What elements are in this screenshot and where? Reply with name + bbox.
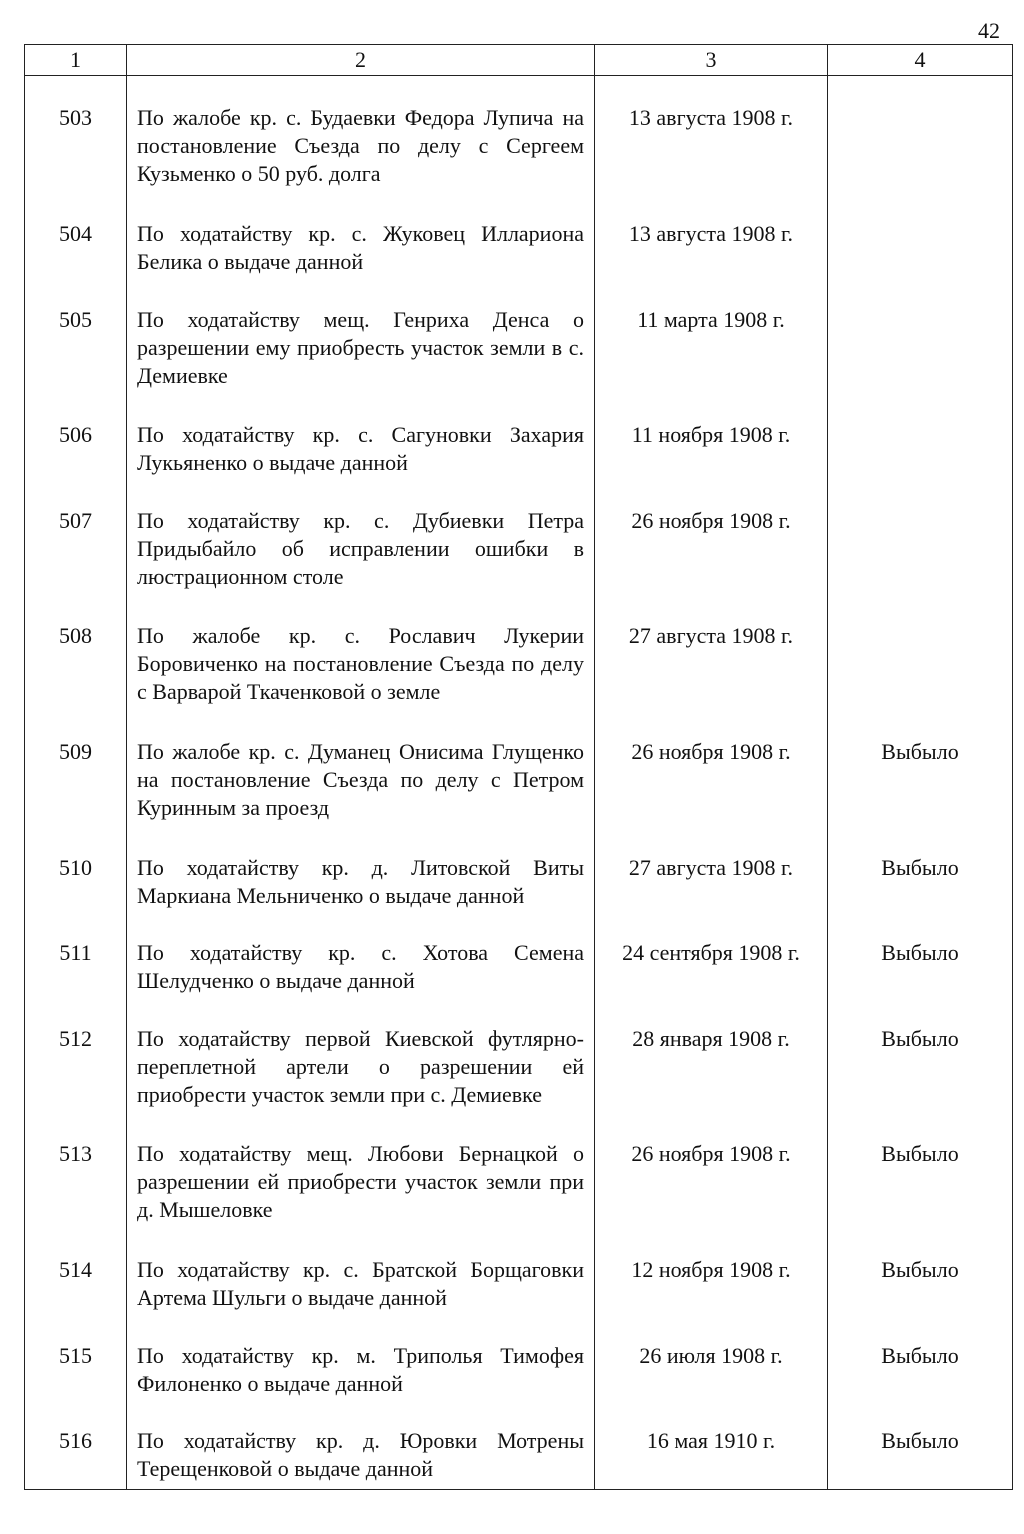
entry-description-cell: [127, 1232, 595, 1318]
entry-number: 509: [59, 738, 92, 764]
entry-description: По ходатайству кр. с. Хотова Семена Шелудченко о выдаче данной: [137, 940, 584, 994]
entry-date-cell: [595, 1403, 828, 1489]
entry-note-cell: [828, 1116, 1013, 1232]
entry-date: 13 августа 1908 г.: [628, 220, 794, 246]
entry-description: По ходатайству кр. д. Литовской Виты Маркиана Мельниченко о выдаче данной: [137, 854, 584, 908]
column-header-4: 4: [828, 45, 1013, 76]
entry-description: По ходатайству кр. с. Сагуновки Захария Лукьяненко о выдаче данной: [137, 422, 584, 476]
entry-note: Выбыло: [881, 1256, 959, 1282]
entry-description: По ходатайству кр. м. Триполья Тимофея Филоненко о выдаче данной: [137, 1342, 584, 1396]
entry-description-cell: [127, 483, 595, 599]
table-row: [25, 598, 1013, 714]
entry-number: 513: [59, 1141, 92, 1167]
entry-date-cell: [595, 397, 828, 483]
entry-number-cell: [25, 598, 127, 714]
column-header-1: 1: [25, 45, 127, 76]
entry-note: Выбыло: [881, 1342, 959, 1368]
entry-note: [828, 397, 1012, 421]
entry-description-cell: [127, 196, 595, 282]
entry-date: 28 января 1908 г.: [632, 1025, 790, 1051]
table-row: [25, 76, 1013, 196]
entry-number: 508: [59, 623, 92, 649]
entry-note: [828, 483, 1012, 507]
entry-description-cell: [127, 282, 595, 398]
table-row: [25, 1318, 1013, 1404]
entry-number-cell: [25, 1403, 127, 1489]
entry-note-cell: [828, 282, 1013, 398]
entry-note: [828, 196, 1012, 220]
table-row: [25, 483, 1013, 599]
entry-number-cell: [25, 915, 127, 1001]
entry-date: 27 августа 1908 г.: [628, 854, 794, 880]
entry-date-cell: [595, 1318, 828, 1404]
entry-description: По жалобе кр. с. Будаевки Федора Лупича на постановление Съезда по делу с Сергеем Кузьменко о 50 руб. долга: [137, 105, 584, 186]
entry-note-cell: [828, 1318, 1013, 1404]
header-row: [25, 45, 1013, 76]
entry-date-cell: [595, 282, 828, 398]
entry-date: 13 августа 1908 г.: [628, 105, 794, 130]
entry-note-cell: [828, 598, 1013, 714]
entry-date: 11 ноября 1908 г.: [631, 422, 791, 448]
table-header: [25, 45, 1013, 76]
entry-description: По ходатайству кр. с. Братской Борщаговки Артема Шульги о выдаче данной: [137, 1256, 584, 1310]
entry-note-cell: [828, 915, 1013, 1001]
entry-date-cell: [595, 915, 828, 1001]
entry-description: По жалобе кр. с. Рославич Лукерии Боровиченко на постановление Съезда по делу с Варварой Ткаченковой о земле: [137, 623, 584, 705]
entry-number: 505: [59, 306, 92, 332]
entry-note-cell: [828, 1232, 1013, 1318]
table-row: [25, 397, 1013, 483]
entry-date: 16 мая 1910 г.: [646, 1428, 776, 1454]
entry-date: 12 ноября 1908 г.: [631, 1256, 791, 1282]
entry-number: 510: [59, 854, 92, 880]
entry-number: 514: [59, 1256, 92, 1282]
entry-number-cell: [25, 196, 127, 282]
entry-description-cell: [127, 1116, 595, 1232]
entry-date-cell: [595, 1232, 828, 1318]
entry-description-cell: [127, 830, 595, 916]
entry-description: По ходатайству кр. с. Жуковец Иллариона Белика о выдаче данной: [137, 220, 584, 274]
entry-note-cell: [828, 714, 1013, 830]
entry-note: Выбыло: [881, 1141, 959, 1167]
table-row: [25, 1001, 1013, 1117]
entry-note-cell: [828, 76, 1013, 196]
entry-number-cell: [25, 282, 127, 398]
entry-number: 511: [59, 940, 92, 966]
entry-note-cell: [828, 830, 1013, 916]
entry-number-cell: [25, 1116, 127, 1232]
column-header-3: 3: [595, 45, 828, 76]
entry-date-cell: [595, 76, 828, 196]
entry-description-cell: [127, 397, 595, 483]
table-row: [25, 282, 1013, 398]
entry-note-cell: [828, 397, 1013, 483]
entry-number-cell: [25, 830, 127, 916]
entry-date-cell: [595, 830, 828, 916]
entry-number: 515: [59, 1342, 92, 1368]
table-body: [25, 76, 1013, 1490]
entry-number: 506: [59, 422, 92, 448]
filler-cell: [828, 1489, 1013, 1490]
entry-description-cell: [127, 714, 595, 830]
entry-date: 24 сентября 1908 г.: [622, 940, 800, 966]
entry-note: Выбыло: [881, 738, 959, 764]
entry-date: 26 ноября 1908 г.: [631, 738, 791, 764]
entry-description-cell: [127, 76, 595, 196]
entry-number: 512: [59, 1025, 92, 1051]
entry-number: 507: [59, 507, 92, 533]
entry-note-cell: [828, 483, 1013, 599]
entry-number-cell: [25, 1232, 127, 1318]
entry-date-cell: [595, 196, 828, 282]
entry-note-cell: [828, 196, 1013, 282]
entry-date-cell: [595, 1001, 828, 1117]
filler-cell: [127, 1489, 595, 1490]
entry-date: 26 ноября 1908 г.: [631, 507, 791, 533]
table-row: [25, 714, 1013, 830]
entry-number-cell: [25, 714, 127, 830]
filler-cell: [595, 1489, 828, 1490]
entry-number-cell: [25, 1318, 127, 1404]
entry-description: По ходатайству кр. с. Дубиевки Петра Придыбайло об исправлении ошибки в люстрационном столе: [137, 507, 584, 589]
register-table: [24, 44, 1013, 1490]
table-row: [25, 1403, 1013, 1489]
entry-number-cell: [25, 397, 127, 483]
entry-note: [828, 282, 1012, 306]
entry-description-cell: [127, 1318, 595, 1404]
entry-description: По ходатайству мещ. Любови Бернацкой о разрешении ей приобрести участок земли при д. Мышеловке: [137, 1141, 584, 1223]
entry-number: 516: [59, 1428, 92, 1454]
entry-description-cell: [127, 1001, 595, 1117]
page-number: 42: [978, 18, 1000, 43]
table-row: [25, 830, 1013, 916]
entry-note-cell: [828, 1403, 1013, 1489]
entry-number-cell: [25, 1001, 127, 1117]
entry-description-cell: [127, 915, 595, 1001]
entry-note: Выбыло: [881, 1025, 959, 1051]
entry-number: 503: [59, 105, 92, 130]
entry-date: 11 марта 1908 г.: [637, 306, 785, 332]
entry-description: По ходатайству кр. д. Юровки Мотрены Терещенковой о выдаче данной: [137, 1428, 584, 1482]
table-row: [25, 915, 1013, 1001]
table-filler-row: [25, 1489, 1013, 1490]
filler-cell: [25, 1489, 127, 1490]
entry-note: Выбыло: [881, 854, 959, 880]
entry-note: Выбыло: [881, 940, 959, 966]
entry-description-cell: [127, 598, 595, 714]
entry-date: 27 августа 1908 г.: [628, 623, 794, 649]
table-row: [25, 1232, 1013, 1318]
entry-description: По жалобе кр. с. Думанец Онисима Глущенко на постановление Съезда по делу с Петром Куринным за проезд: [137, 738, 584, 820]
entry-note: Выбыло: [881, 1428, 959, 1454]
entry-date-cell: [595, 483, 828, 599]
entry-date: 26 июля 1908 г.: [639, 1342, 783, 1368]
entry-description: По ходатайству первой Киевской футлярно-переплетной артели о разрешении ей приобрести участок земли при с. Демиевке: [137, 1025, 584, 1107]
entry-date-cell: [595, 1116, 828, 1232]
entry-description-cell: [127, 1403, 595, 1489]
entry-date: 26 ноября 1908 г.: [631, 1141, 791, 1167]
table-row: [25, 196, 1013, 282]
entry-note: [828, 76, 1012, 104]
column-header-2: 2: [127, 45, 595, 76]
entry-number-cell: [25, 483, 127, 599]
entry-number-cell: [25, 76, 127, 196]
entry-note-cell: [828, 1001, 1013, 1117]
table-row: [25, 1116, 1013, 1232]
entry-date-cell: [595, 598, 828, 714]
entry-number: 504: [59, 220, 92, 246]
entry-description: По ходатайству мещ. Генриха Денса о разрешении ему приобресть участок земли в с. Демиевке: [137, 306, 584, 388]
entry-note: [828, 598, 1012, 622]
entry-date-cell: [595, 714, 828, 830]
